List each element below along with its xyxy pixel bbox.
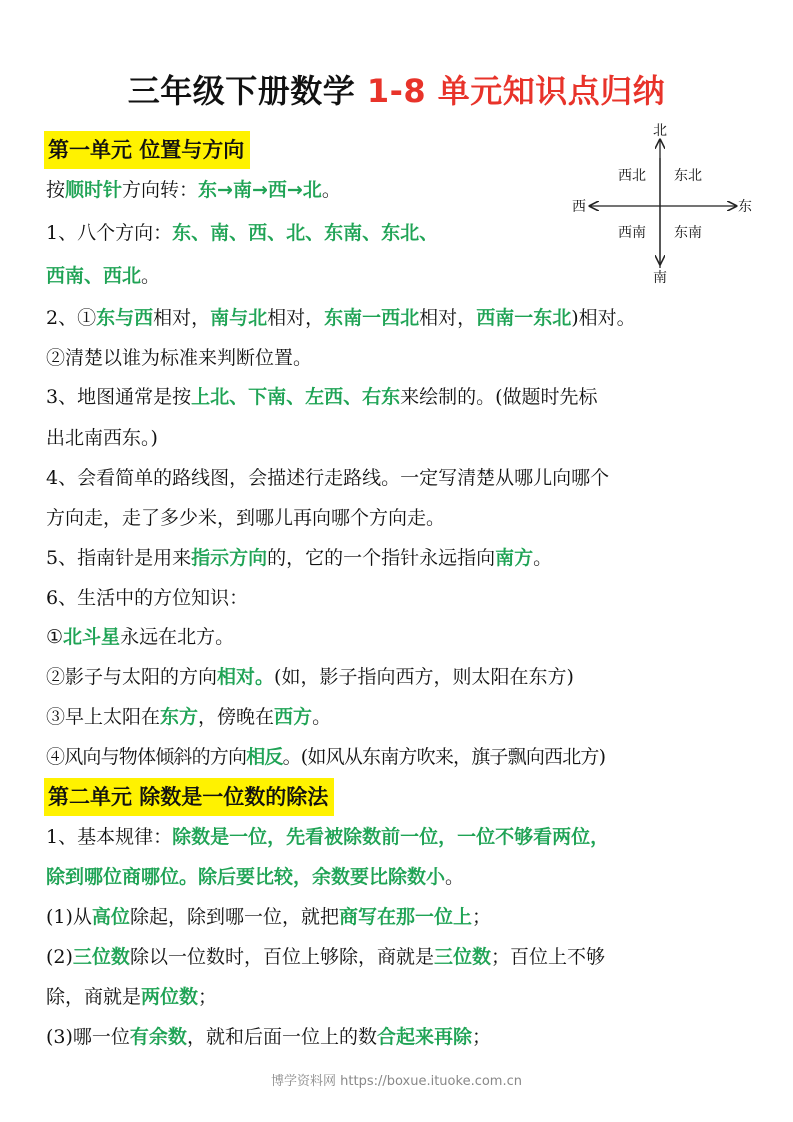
- text: 按: [46, 179, 66, 201]
- text: 。: [141, 265, 161, 287]
- highlight-text: 东、南、西、北、东南、东北、: [172, 222, 439, 244]
- text: 的，它的一个指针永远指向: [267, 547, 496, 569]
- item4-line2: 方向走，走了多少米，到哪儿再向哪个方向走。: [46, 507, 446, 529]
- text: ；: [471, 906, 491, 928]
- footer-watermark: 博学资料网 https://boxue.ituoke.com.cn: [271, 1074, 522, 1089]
- unit1-heading: 第一单元 位置与方向: [44, 131, 250, 169]
- highlight-text: 相反: [246, 746, 283, 768]
- item1-line2: [46, 261, 160, 291]
- highlight-text: 除到哪位商哪位。除后要比较，余数要比除数小: [46, 866, 446, 888]
- text: ④风向与物体倾斜的方向: [46, 746, 247, 768]
- rotate-line: [46, 175, 341, 205]
- compass-northeast: 东北: [674, 168, 702, 184]
- highlight-text: 三位数: [72, 946, 130, 968]
- text: 3、地图通常是按: [46, 386, 192, 408]
- compass-east: 东: [738, 199, 752, 215]
- item6-head: 6、生活中的方位知识：: [46, 587, 249, 609]
- text: (3)哪一位: [46, 1026, 130, 1048]
- compass-north: 北: [653, 123, 667, 139]
- text: 2、①: [46, 307, 97, 329]
- item3-line2: 出北南西东。): [46, 427, 158, 449]
- item5-line: [46, 543, 552, 573]
- compass-northwest: 西北: [618, 168, 646, 184]
- item2-line1: [46, 303, 636, 333]
- text: 。(如风从东南方吹来，旗子飘向西北方): [282, 746, 606, 768]
- highlight-text: 指示方向: [191, 547, 268, 569]
- text: ；百位上不够: [490, 946, 605, 968]
- compass-west: 西: [572, 199, 586, 215]
- compass-southeast: 东南: [674, 225, 702, 241]
- text: 来绘制的。(做题时先标: [400, 386, 598, 408]
- highlight-text: 相对。: [217, 666, 275, 688]
- text: ①: [46, 626, 64, 648]
- text: ；: [198, 986, 218, 1008]
- highlight-text: 除数是一位，先看被除数前一位，一位不够看两位，: [172, 826, 610, 848]
- text: 相对，: [419, 307, 477, 329]
- highlight-text: 南方: [495, 547, 534, 569]
- compass-diagram: [568, 118, 758, 298]
- r1-line: [46, 902, 491, 932]
- page-title: [0, 66, 793, 112]
- text: 。: [533, 547, 553, 569]
- r2-line1: [46, 942, 605, 972]
- highlight-text: 商写在那一位上: [338, 906, 472, 928]
- highlight-text: 两位数: [141, 986, 199, 1008]
- compass-southwest: 西南: [618, 225, 646, 241]
- text: ③早上太阳在: [46, 706, 161, 728]
- text: ，就和后面一位上的数: [186, 1026, 377, 1048]
- text: ，傍晚在: [198, 706, 275, 728]
- compass-south: 南: [653, 270, 667, 286]
- item6-a: [46, 622, 234, 652]
- text: (如，影子指向西方，则太阳在东方): [274, 666, 574, 688]
- text: 5、指南针是用来: [46, 547, 192, 569]
- highlight-text: 合起来再除: [376, 1026, 472, 1048]
- text: 除，商就是: [46, 986, 142, 1008]
- title-main: 三年级下册数学: [127, 72, 367, 110]
- text: 。: [312, 706, 332, 728]
- item1-line1: [46, 218, 438, 248]
- text: 。: [321, 179, 341, 201]
- text: (2): [46, 946, 73, 968]
- highlight-text: 三位数: [433, 946, 491, 968]
- highlight-text: 西南、西北: [46, 265, 142, 287]
- text: ；: [471, 1026, 491, 1048]
- highlight-text: 西南一东北: [476, 307, 572, 329]
- text: 除起，除到哪一位，就把: [129, 906, 339, 928]
- rule-line2: [46, 862, 464, 892]
- highlight-text: 西方: [274, 706, 313, 728]
- text: )相对。: [571, 307, 636, 329]
- highlight-text: 高位: [91, 906, 130, 928]
- r3-line: [46, 1022, 491, 1052]
- highlight-text: 上北、下南、左西、右东: [191, 386, 401, 408]
- item6-c: [46, 702, 331, 732]
- unit2-heading: 第二单元 除数是一位数的除法: [44, 778, 334, 816]
- text: 相对，: [267, 307, 325, 329]
- highlight-text: 有余数: [129, 1026, 187, 1048]
- highlight-text: 顺时针: [65, 179, 123, 201]
- highlight-text: 南与北: [210, 307, 268, 329]
- text: 相对，: [153, 307, 211, 329]
- text: 1、八个方向：: [46, 222, 173, 244]
- item6-b: [46, 662, 574, 692]
- highlight-text: 东与西: [96, 307, 154, 329]
- text: 1、基本规律：: [46, 826, 173, 848]
- highlight-text: 东南一西北: [324, 307, 420, 329]
- highlight-text: 东→南→西→北: [198, 179, 322, 201]
- item3-line1: [46, 382, 598, 412]
- text: 方向转：: [122, 179, 199, 201]
- item2-line2: ②清楚以谁为标准来判断位置。: [46, 347, 313, 369]
- text: ②影子与太阳的方向: [46, 666, 218, 688]
- text: (1)从: [46, 906, 92, 928]
- r2-line2: [46, 982, 217, 1012]
- text: 。: [445, 866, 465, 888]
- title-highlight: 1-8 单元知识点归纳: [366, 72, 666, 110]
- rule-line1: [46, 822, 609, 852]
- text: 除以一位数时，百位上够除，商就是: [129, 946, 434, 968]
- highlight-text: 北斗星: [63, 626, 121, 648]
- text: 永远在北方。: [120, 626, 235, 648]
- item6-d: [46, 742, 605, 772]
- item4-line1: 4、会看简单的路线图，会描述行走路线。一定写清楚从哪儿向哪个: [46, 467, 610, 489]
- highlight-text: 东方: [160, 706, 199, 728]
